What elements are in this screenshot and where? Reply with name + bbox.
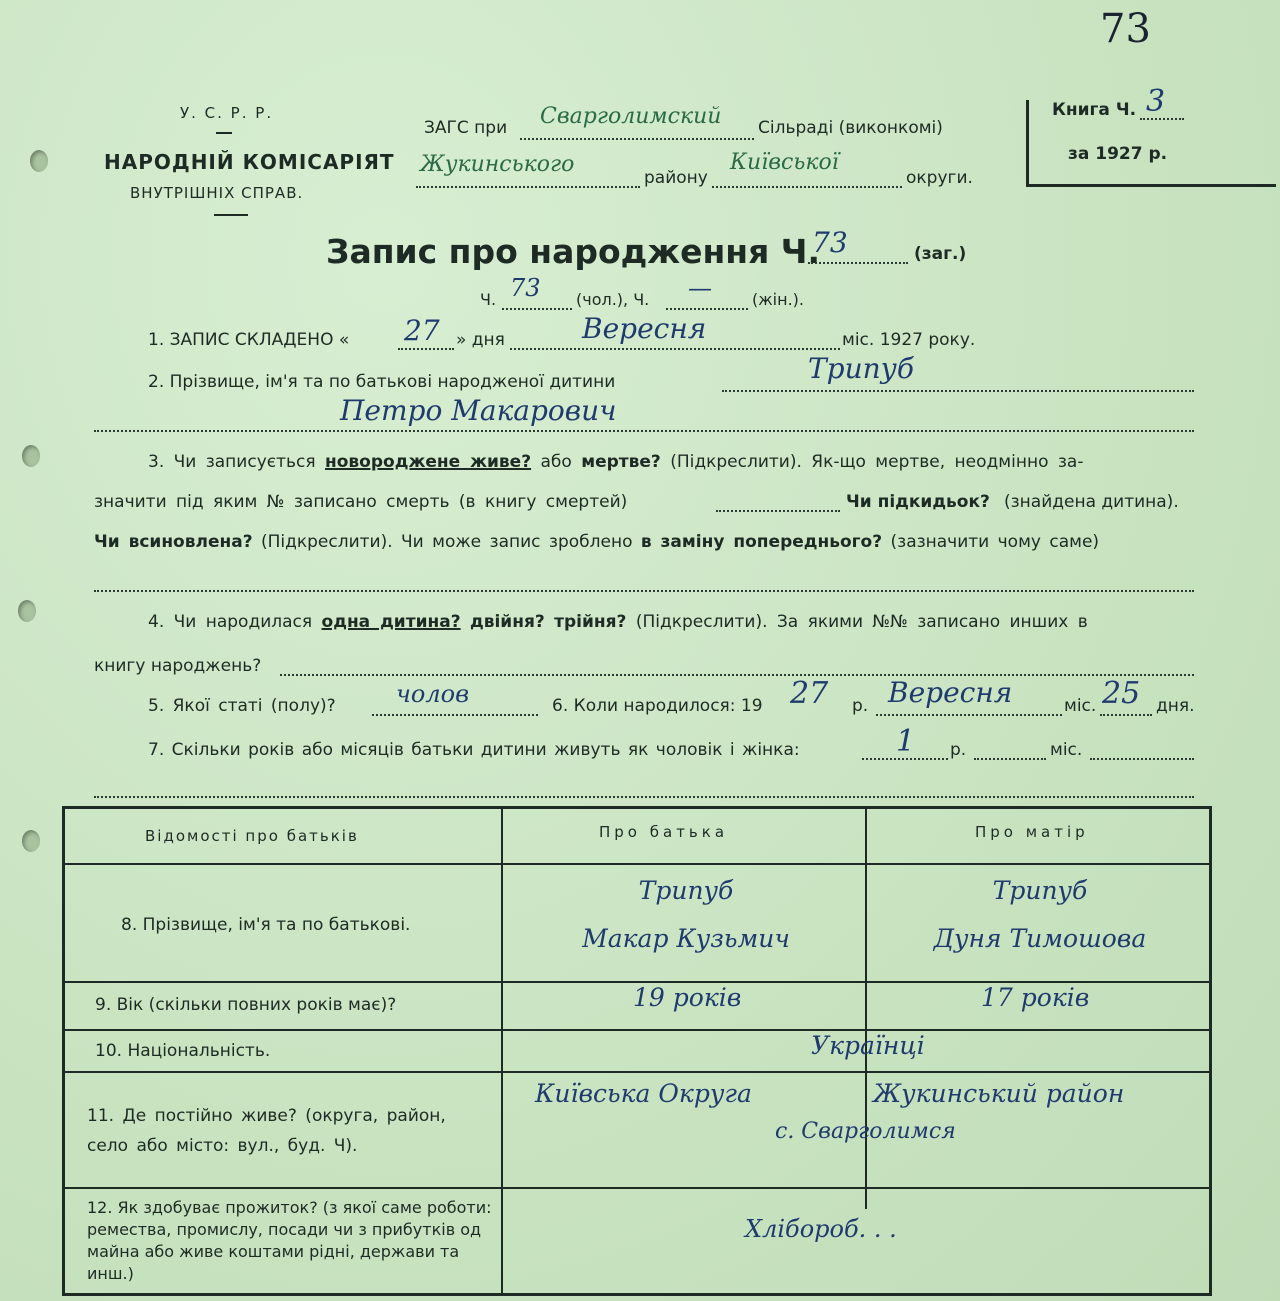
row9-label: 9. Вік (скільки повних років має)? [95,995,397,1015]
record-number: 73 [812,226,848,259]
item7-label: 7. Скільки років або місяців батьки дитини живуть як чоловік і жінка: [148,740,800,760]
item7-mis: міс. [1050,740,1083,760]
male-number-line [502,308,572,310]
item2-surname: Трипуб [808,352,914,385]
punch-hole [22,445,40,467]
row11-district: Жукинський район [873,1079,1125,1108]
item6-day-line [1100,714,1152,716]
col-header-info: Відомості про батьків [145,827,359,845]
item3-alive: новороджене живе? [325,452,532,472]
item2-surname-line [722,390,1194,392]
row11-label: 11. Де постійно живе? (округа, район, село або місто: вул., буд. Ч). [87,1106,446,1156]
item3-line3 [94,532,1194,552]
item3-a: 3. Чи записується [148,452,316,472]
item3-foundling: Чи підкидьок? [846,492,990,512]
item1-prefix: 1. ЗАПИС СКЛАДЕНО « [148,330,350,350]
item2-name-line [94,430,1194,432]
book-box-border [1026,100,1029,186]
item3-line1 [148,452,1198,472]
book-label: Книга Ч. [1052,100,1137,120]
item7-months-line [974,758,1046,760]
book-number: 3 [1146,84,1166,119]
item4-single: одна дитина? [321,612,461,632]
item6-dnia: дня. [1156,696,1195,716]
female-label: (жін.). [752,290,804,309]
col-header-father: Про батька [599,823,729,841]
male-prefix: Ч. [480,290,497,309]
item3-extra-line [94,590,1194,592]
item1-month: Вересня [582,312,707,345]
item4-line [280,674,1194,676]
item5-line [372,714,538,716]
parents-table [62,806,1212,1296]
item3-c: або [540,452,572,472]
divider [216,132,232,134]
district-label: району [644,168,708,188]
item7-cont-line [94,796,1194,798]
item2-label: 2. Прізвище, ім'я та по батькові народженої дитини [148,372,616,392]
zags-village-line [520,138,754,140]
item4-a: 4. Чи народилася [148,612,313,632]
district-line [416,186,640,188]
item1-mid: » дня [456,330,505,350]
zags-prefix: ЗАГС при [424,118,508,138]
item4-e: (Підкреслити). За якими №№ записано инших в [635,612,1088,632]
district-value: Жукинського [420,152,575,177]
male-label: (чол.), Ч. [576,290,650,309]
record-title-suffix: (заг.) [914,244,967,264]
item1-suffix: міс. 1927 року. [842,330,976,350]
row12-label: 12. Як здобуває прожиток? (з якої саме роботи: ремества, промислу, посади чи з прибутків од майна або живе коштами рідні, держави та инш.) [87,1198,492,1283]
col-divider [501,809,503,1293]
punch-hole [30,150,48,172]
col-divider [865,809,867,1209]
item6-year: 27 [790,676,829,711]
record-number-line [808,262,908,264]
item4-twins: двійня? [469,612,545,632]
item3-l: (зазначити чому саме) [890,532,1100,552]
record-title: Запис про народження Ч. [326,232,820,271]
row8-label: 8. Прізвище, ім'я та по батькові. [121,915,411,935]
state-abbrev: У. С. Р. Р. [180,104,274,122]
punch-hole [18,600,36,622]
page-number: 73 [1100,6,1151,52]
item5-value: чолов [396,680,470,708]
item6-label: 6. Коли народилося: 19 [552,696,763,716]
row8-mother: Трипуб Дуня Тимошова [933,876,1147,953]
item7-r: р. [950,740,967,760]
row-divider [65,1029,1209,1031]
row12-value: Хлібороб. . . [745,1215,897,1243]
row9-father: 19 років [633,983,742,1012]
item7-extra-line [1090,758,1194,760]
item3-death-line [716,510,840,512]
item6-r: р. [852,696,869,716]
item3-e: (Підкреслити). Як-що мертве, неодмінно за- [670,452,1084,472]
item6-day: 25 [1102,676,1141,711]
item7-years: 1 [896,724,916,759]
item1-month-line [510,348,840,350]
item3-j: (Підкреслити). Чи може запис зроблено [260,532,633,552]
item4-line1 [148,612,1198,632]
punch-hole [22,830,40,852]
item5-label: 5. Якої статі (полу)? [148,696,336,716]
female-number: — [688,274,712,302]
row11-village: с. Сварголимся [775,1119,956,1144]
row8-father: Трипуб Макар Кузьмич [582,876,790,953]
male-number: 73 [510,274,541,302]
divider [214,214,248,216]
okrug-line [712,186,902,188]
row11-okrug: Київська Округа [535,1079,752,1108]
item1-day-line [398,348,454,350]
col-header-mother: Про матір [975,823,1089,841]
row9-mother: 17 років [981,983,1090,1012]
item2-name: Петро Макарович [340,394,617,427]
okrug-value: Київської [730,150,839,175]
item3-h: (знайдена дитина). [1004,492,1179,512]
zags-suffix: Сільраді (виконкомі) [758,118,943,138]
zags-village-value: Сварголимский [540,104,722,129]
item3-replacement: в заміну попереднього? [640,532,883,552]
book-year: за 1927 р. [1068,144,1168,164]
female-number-line [666,308,748,310]
row-divider [65,1071,1209,1073]
book-box-border [1026,184,1276,187]
item6-month: Вересня [888,676,1013,709]
okrug-label: округи. [906,168,973,188]
row10-label: 10. Національність. [95,1041,271,1061]
item4-triplets: трійня? [554,612,627,632]
item6-month-line [876,714,1062,716]
row10-value: Українці [811,1031,925,1060]
item3-dead: мертве? [581,452,661,472]
item3-adopted: Чи всиновлена? [94,532,253,552]
commissariat-subtitle: ВНУТРІШНІХ СПРАВ. [130,184,304,202]
commissariat-title: НАРОДНІЙ КОМІСАРІЯТ [104,150,395,174]
item4-f: книгу народжень? [94,656,262,676]
item3-f: значити під яким № записано смерть (в книгу смертей) [94,492,628,512]
item1-day: 27 [404,314,440,347]
row-divider [65,1187,1209,1189]
row-divider [65,863,1209,865]
item6-mis: міс. [1064,696,1097,716]
